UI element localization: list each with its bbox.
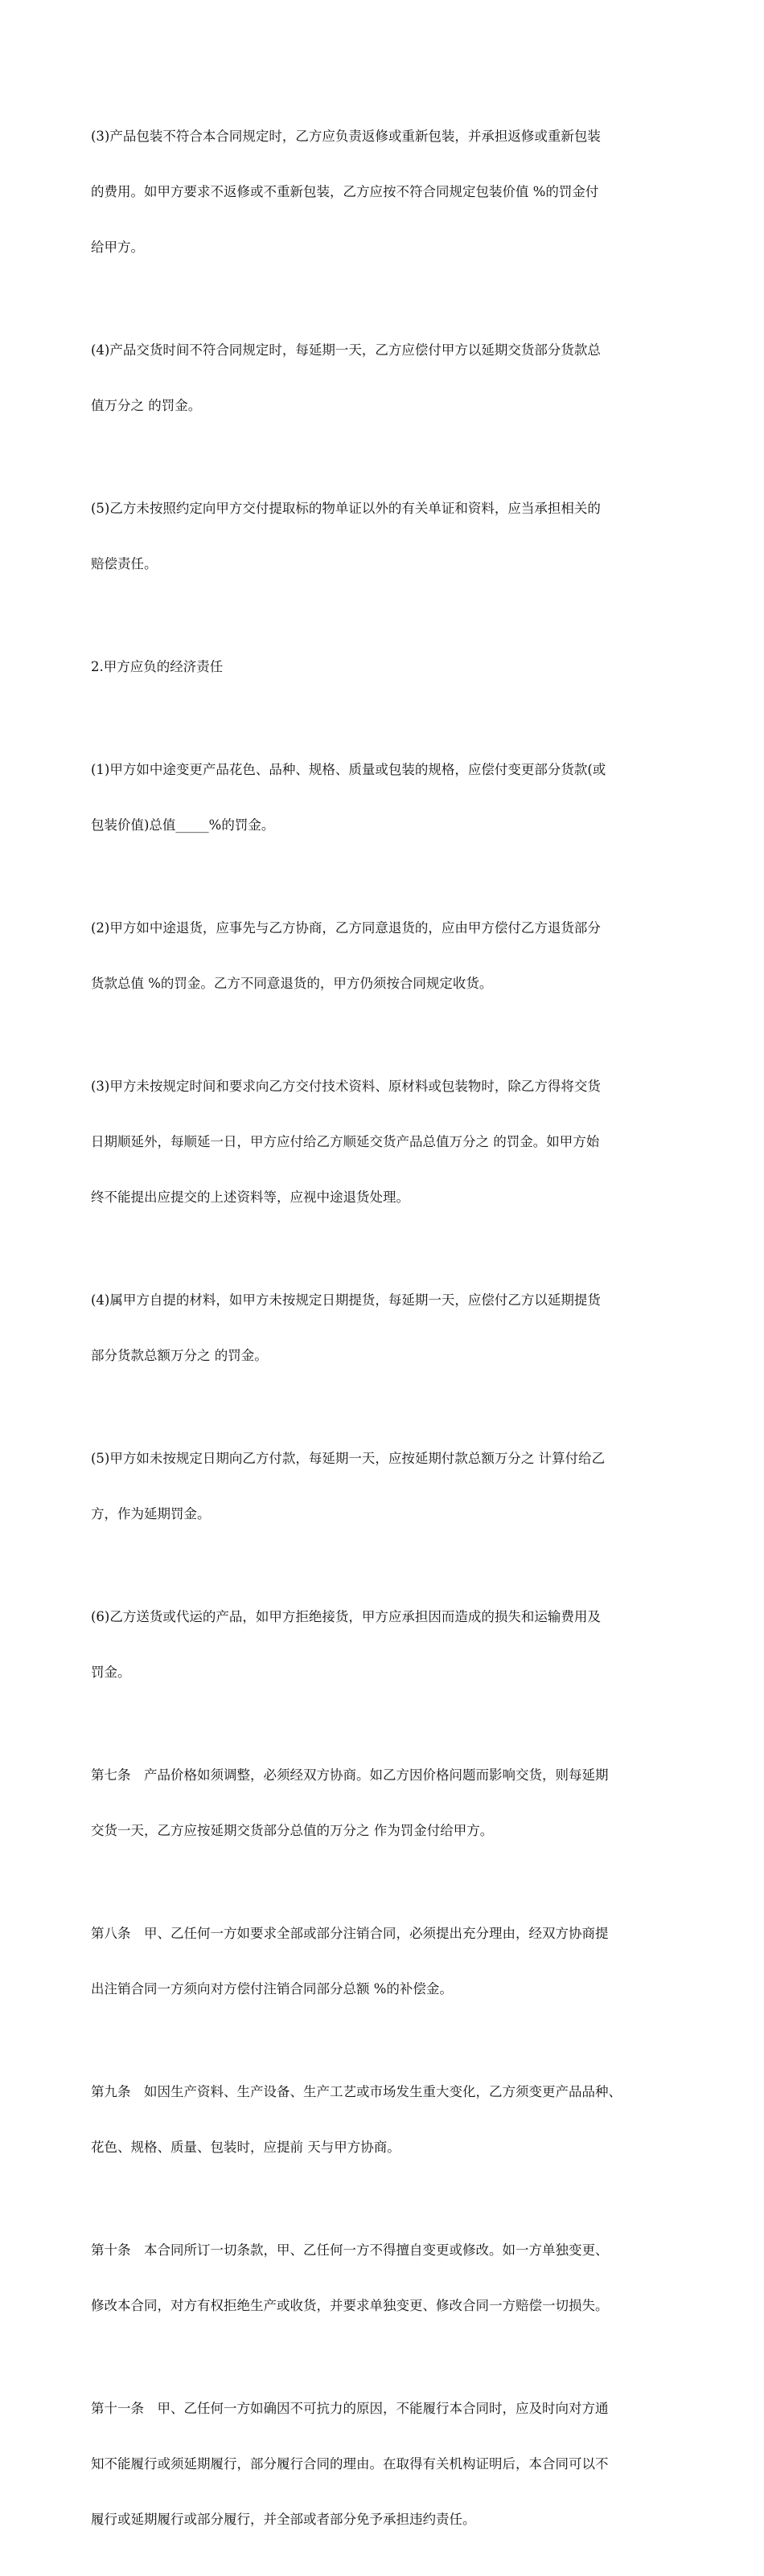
text-line: 值万分之 的罚金。 xyxy=(91,398,202,413)
text-line: 的费用。如甲方要求不返修或不重新包装，乙方应按不符合同规定包装价值 %的罚金付 xyxy=(91,184,599,199)
text-line: 第七条 产品价格如须调整，必须经双方协商。如乙方因价格问题而影响交货，则每延期 xyxy=(91,1767,609,1783)
text-line: (4)产品交货时间不符合同规定时，每延期一天，乙方应偿付甲方以延期交货部分货款总 xyxy=(91,342,601,358)
article-7 xyxy=(91,1729,686,1877)
section-heading-party-a-liability xyxy=(91,620,686,713)
paragraph-late-payment-penalty xyxy=(91,1412,686,1560)
text-line: 第九条 如因生产资料、生产设备、生产工艺或市场发生重大变化，乙方须变更产品品种、 xyxy=(91,2084,622,2099)
article-8 xyxy=(91,1887,686,2035)
text-line: 修改本合同，对方有权拒绝生产或收货，并要求单独变更、修改合同一方赔偿一切损失。 xyxy=(91,2298,609,2313)
text-line: 赔偿责任。 xyxy=(91,556,158,571)
text-line: 知不能履行或须延期履行，部分履行合同的理由。在取得有关机构证明后，本合同可以不 xyxy=(91,2456,609,2472)
paragraph-refuse-delivery-penalty xyxy=(91,1571,686,1718)
article-9 xyxy=(91,2046,686,2193)
text-line: 第十一条 甲、乙任何一方如确因不可抗力的原因，不能履行本合同时，应及时向对方通 xyxy=(91,2401,609,2416)
text-line: (3)产品包装不符合本合同规定时，乙方应负责返修或重新包装，并承担返修或重新包装 xyxy=(91,129,601,144)
text-line: 货款总值 %的罚金。乙方不同意退货的，甲方仍须按合同规定收货。 xyxy=(91,976,493,991)
article-10 xyxy=(91,2204,686,2352)
text-line: 出注销合同一方须向对方偿付注销合同部分总额 %的补偿金。 xyxy=(91,1981,453,1997)
text-line: 第十条 本合同所订一切条款，甲、乙任何一方不得擅自变更或修改。如一方单独变更、 xyxy=(91,2242,609,2258)
text-line: (6)乙方送货或代运的产品，如甲方拒绝接货，甲方应承担因而造成的损失和运输费用及 xyxy=(91,1609,601,1624)
text-line: 部分货款总额万分之 的罚金。 xyxy=(91,1348,268,1363)
text-line: (5)乙方未按照约定向甲方交付提取标的物单证以外的有关单证和资料，应当承担相关的 xyxy=(91,501,601,516)
paragraph-technical-materials-penalty xyxy=(91,1040,686,1243)
text-line: 包装价值)总值_____%的罚金。 xyxy=(91,817,275,833)
text-line: 花色、规格、质量、包装时，应提前 天与甲方协商。 xyxy=(91,2140,400,2155)
text-line: 2.甲方应负的经济责任 xyxy=(91,659,224,674)
text-line: 方，作为延期罚金。 xyxy=(91,1506,211,1521)
text-line: 交货一天，乙方应按延期交货部分总值的万分之 作为罚金付给甲方。 xyxy=(91,1823,494,1838)
text-line: 履行或延期履行或部分履行，并全部或者部分免予承担违约责任。 xyxy=(91,2512,476,2527)
text-line: (3)甲方未按规定时间和要求向乙方交付技术资料、原材料或包装物时，除乙方得将交货 xyxy=(91,1079,601,1094)
text-line: 第八条 甲、乙任何一方如要求全部或部分注销合同，必须提出充分理由，经双方协商提 xyxy=(91,1926,609,1941)
article-11 xyxy=(91,2362,686,2566)
text-line: (1)甲方如中途变更产品花色、品种、规格、质量或包装的规格，应偿付变更部分货款(或 xyxy=(91,762,606,777)
text-line: 终不能提出应提交的上述资料等，应视中途退货处理。 xyxy=(91,1190,409,1205)
text-line: 罚金。 xyxy=(91,1665,131,1680)
paragraph-change-spec-penalty xyxy=(91,723,686,871)
paragraph-documents-liability xyxy=(91,462,686,610)
text-line: (5)甲方如未按规定日期向乙方付款，每延期一天，应按延期付款总额万分之 计算付给乙 xyxy=(91,1451,606,1466)
text-line: (2)甲方如中途退货，应事先与乙方协商，乙方同意退货的，应由甲方偿付乙方退货部分 xyxy=(91,920,601,936)
text-line: 日期顺延外，每顺延一日，甲方应付给乙方顺延交货产品总值万分之 的罚金。如甲方始 xyxy=(91,1134,600,1149)
paragraph-delivery-delay-penalty xyxy=(91,304,686,452)
paragraph-self-pickup-penalty xyxy=(91,1254,686,1402)
text-line: (4)属甲方自提的材料，如甲方未按规定日期提货，每延期一天，应偿付乙方以延期提货 xyxy=(91,1292,601,1308)
document-body xyxy=(91,90,686,2576)
paragraph-packaging-penalty xyxy=(91,90,686,293)
paragraph-return-goods-penalty xyxy=(91,882,686,1030)
text-line: 给甲方。 xyxy=(91,240,144,255)
